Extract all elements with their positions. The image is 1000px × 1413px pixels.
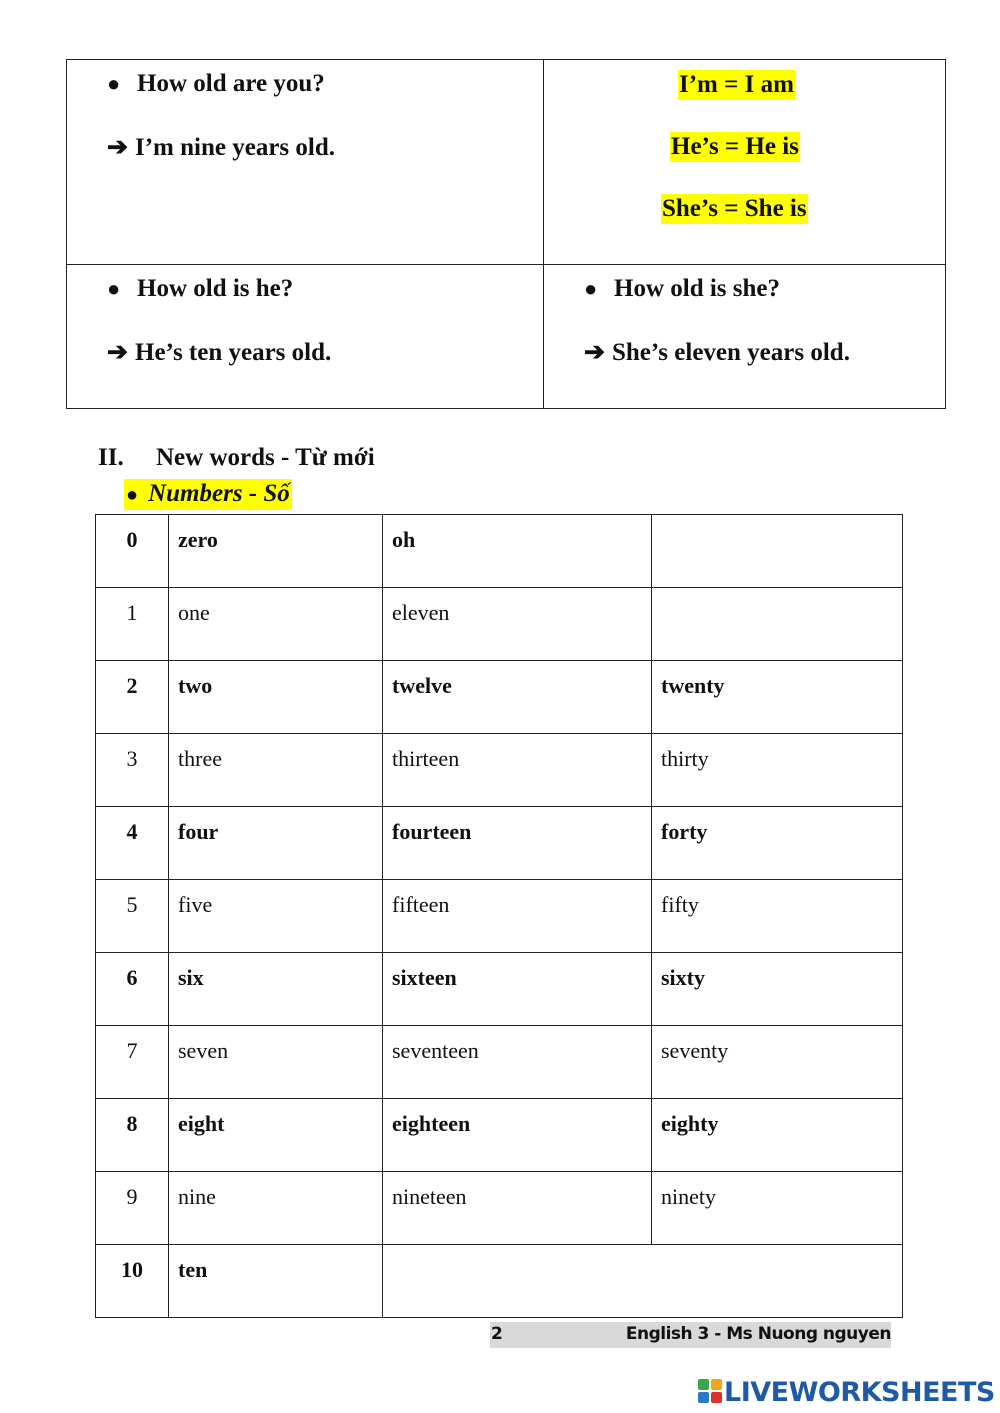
subsection-heading	[124, 479, 292, 510]
bullet-icon: ●	[126, 484, 139, 506]
numbers-table	[95, 514, 903, 1318]
table-row	[96, 1099, 903, 1172]
table-row	[96, 953, 903, 1026]
teen-word-cell: fourteen	[383, 807, 652, 880]
unit-word-cell: four	[169, 807, 383, 880]
tens-word-cell: seventy	[652, 1026, 903, 1099]
contraction-shes: She’s = She is	[662, 195, 807, 222]
page-number: 2	[491, 1324, 503, 1344]
number-cell: 7	[96, 1026, 169, 1099]
tens-word-cell: ninety	[652, 1172, 903, 1245]
liveworksheets-logo-icon	[698, 1379, 722, 1403]
number-cell: 9	[96, 1172, 169, 1245]
table-row	[96, 588, 903, 661]
unit-word-cell: one	[169, 588, 383, 661]
table-row	[96, 1172, 903, 1245]
tens-word-cell: thirty	[652, 734, 903, 807]
answer-nine-years-old: ➔ I’m nine years old.	[107, 134, 335, 161]
number-cell: 0	[96, 515, 169, 588]
teen-word-cell: thirteen	[383, 734, 652, 807]
question-how-old-is-he: ● How old is he?	[107, 275, 294, 302]
question-how-old-is-she: ● How old is she?	[584, 275, 781, 302]
cell-contractions	[544, 60, 946, 265]
table-row	[96, 1026, 903, 1099]
teen-word-cell	[383, 1245, 903, 1318]
teen-word-cell: nineteen	[383, 1172, 652, 1245]
unit-word-cell: three	[169, 734, 383, 807]
number-cell: 8	[96, 1099, 169, 1172]
contraction-im: I’m = I am	[679, 71, 794, 98]
table-row	[96, 661, 903, 734]
liveworksheets-brand[interactable]	[698, 1377, 995, 1409]
unit-word-cell: zero	[169, 515, 383, 588]
unit-word-cell: ten	[169, 1245, 383, 1318]
teen-word-cell: fifteen	[383, 880, 652, 953]
unit-word-cell: seven	[169, 1026, 383, 1099]
contraction-hes: He’s = He is	[671, 133, 799, 160]
table-row	[96, 515, 903, 588]
number-cell: 6	[96, 953, 169, 1026]
teen-word-cell: eighteen	[383, 1099, 652, 1172]
tens-word-cell: eighty	[652, 1099, 903, 1172]
brand-name: LIVEWORKSHEETS	[724, 1377, 995, 1408]
section-heading	[98, 444, 375, 472]
table-row	[96, 880, 903, 953]
section-title: New words - Từ mới	[156, 444, 375, 471]
number-cell: 1	[96, 588, 169, 661]
number-cell: 5	[96, 880, 169, 953]
arrow-right-icon: ➔	[107, 339, 128, 366]
teen-word-cell: oh	[383, 515, 652, 588]
tens-word-cell: twenty	[652, 661, 903, 734]
bullet-icon: ●	[584, 276, 598, 301]
table-row	[96, 1245, 903, 1318]
tens-word-cell	[652, 515, 903, 588]
arrow-right-icon: ➔	[107, 134, 128, 161]
teen-word-cell: twelve	[383, 661, 652, 734]
teen-word-cell: seventeen	[383, 1026, 652, 1099]
footer-text: English 3 - Ms Nuong nguyen	[625, 1324, 891, 1344]
unit-word-cell: five	[169, 880, 383, 953]
tens-word-cell: forty	[652, 807, 903, 880]
unit-word-cell: nine	[169, 1172, 383, 1245]
unit-word-cell: eight	[169, 1099, 383, 1172]
question-how-old-are-you: ● How old are you?	[107, 70, 325, 97]
page-footer	[490, 1322, 891, 1348]
tens-word-cell: fifty	[652, 880, 903, 953]
bullet-icon: ●	[107, 276, 121, 301]
cell-how-old-is-she	[544, 265, 946, 409]
table-row	[96, 734, 903, 807]
cell-how-old-are-you	[67, 60, 544, 265]
unit-word-cell: six	[169, 953, 383, 1026]
tens-word-cell: sixty	[652, 953, 903, 1026]
answer-eleven-years-old: ➔ She’s eleven years old.	[584, 339, 850, 366]
teen-word-cell: sixteen	[383, 953, 652, 1026]
section-number: II.	[98, 444, 124, 471]
subsection-title: Numbers - Số	[148, 480, 290, 507]
arrow-right-icon: ➔	[584, 339, 605, 366]
number-cell: 4	[96, 807, 169, 880]
numbers-table-body	[96, 515, 903, 1318]
teen-word-cell: eleven	[383, 588, 652, 661]
number-cell: 3	[96, 734, 169, 807]
cell-how-old-is-he	[67, 265, 544, 409]
grammar-table	[66, 59, 946, 409]
unit-word-cell: two	[169, 661, 383, 734]
answer-ten-years-old: ➔ He’s ten years old.	[107, 339, 332, 366]
number-cell: 2	[96, 661, 169, 734]
bullet-icon: ●	[107, 71, 121, 96]
tens-word-cell	[652, 588, 903, 661]
table-row	[96, 807, 903, 880]
number-cell: 10	[96, 1245, 169, 1318]
